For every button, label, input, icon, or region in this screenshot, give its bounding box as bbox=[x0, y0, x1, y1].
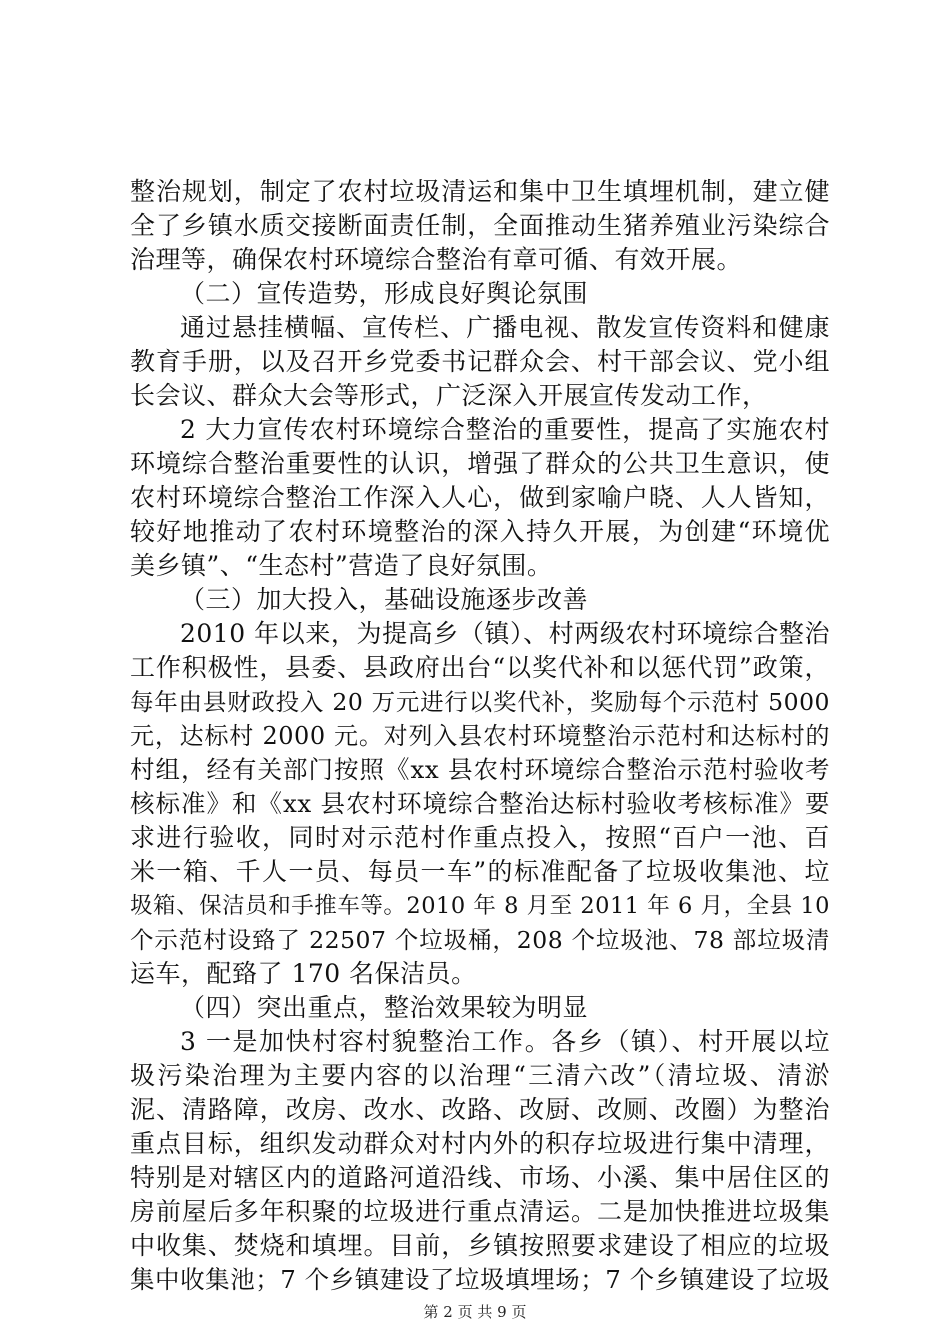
text-line: 个示范村设臵了 22507 个垃圾桶，208 个垃圾池、78 部垃圾清 bbox=[130, 926, 830, 954]
text-line: 工作积极性，县委、县政府出台“以奖代补和以惩代罚”政策， bbox=[130, 653, 830, 682]
text-line: 圾污染治理为主要内容的以治理“三清六改”（清垃圾、清淤 bbox=[130, 1061, 830, 1090]
text-line: 重点目标，组织发动群众对村内外的积存垃圾进行集中清理， bbox=[130, 1129, 830, 1158]
text-line: 运车，配臵了 170 名保洁员。 bbox=[130, 959, 477, 988]
text-line: 较好地推动了农村环境整治的深入持久开展，为创建“环境优 bbox=[130, 517, 830, 546]
text-line: 特别是对辖区内的道路河道沿线、市场、小溪、集中居住区的 bbox=[130, 1163, 830, 1192]
page-footer: 第 2 页 共 9 页 bbox=[423, 1303, 527, 1321]
text-line: 圾箱、保洁员和手推车等。2010 年 8 月至 2011 年 6 月，全县 10 bbox=[130, 893, 830, 919]
text-line: 教育手册，以及召开乡党委书记群众会、村干部会议、党小组 bbox=[130, 347, 830, 376]
text-line: 农村环境综合整治工作深入人心，做到家喻户晓、人人皆知， bbox=[130, 483, 830, 512]
text-line: 2010 年以来，为提高乡（镇）、村两级农村环境综合整治 bbox=[180, 619, 830, 648]
text-line: 核标准》和《xx 县农村环境综合整治达标村验收考核标准》要 bbox=[130, 789, 830, 818]
text-line: 房前屋后多年积聚的垃圾进行重点清运。二是加快推进垃圾集 bbox=[130, 1197, 830, 1226]
body-text bbox=[130, 175, 830, 1297]
text-line: 中收集、焚烧和填埋。目前，乡镇按照要求建设了相应的垃圾 bbox=[130, 1231, 830, 1260]
text-line: 2 大力宣传农村环境综合整治的重要性，提高了实施农村 bbox=[180, 415, 830, 444]
text-line: （三）加大投入，基础设施逐步改善 bbox=[180, 585, 589, 614]
text-line: 美乡镇”、“生态村”营造了良好氛围。 bbox=[130, 551, 553, 580]
text-line: 3 一是加快村容村貌整治工作。各乡（镇）、村开展以垃 bbox=[180, 1027, 830, 1056]
text-line: 集中收集池；7 个乡镇建设了垃圾填埋场；7 个乡镇建设了垃圾 bbox=[130, 1265, 830, 1294]
text-line: 每年由县财政投入 20 万元进行以奖代补，奖励每个示范村 5000 bbox=[130, 688, 830, 716]
text-line: 求进行验收，同时对示范村作重点投入，按照“百户一池、百 bbox=[130, 823, 830, 852]
text-line: 全了乡镇水质交接断面责任制，全面推动生猪养殖业污染综合 bbox=[130, 211, 830, 240]
text-line: 泥、清路障，改房、改水、改路、改厨、改厕、改圈）为整治 bbox=[130, 1095, 830, 1124]
text-line: （二）宣传造势，形成良好舆论氛围 bbox=[180, 279, 589, 308]
text-line: 整治规划，制定了农村垃圾清运和集中卫生填埋机制，建立健 bbox=[130, 177, 830, 206]
text-line: （四）突出重点，整治效果较为明显 bbox=[180, 993, 589, 1022]
text-line: 环境综合整治重要性的认识，增强了群众的公共卫生意识，使 bbox=[130, 449, 830, 478]
text-line: 长会议、群众大会等形式，广泛深入开展宣传发动工作， bbox=[130, 381, 768, 410]
text-line: 通过悬挂横幅、宣传栏、广播电视、散发宣传资料和健康 bbox=[180, 313, 830, 342]
text-line: 米一箱、千人一员、每员一车”的标准配备了垃圾收集池、垃 bbox=[130, 857, 830, 886]
text-line: 治理等，确保农村环境综合整治有章可循、有效开展。 bbox=[130, 245, 743, 274]
text-line: 村组，经有关部门按照《xx 县农村环境综合整治示范村验收考 bbox=[130, 755, 830, 784]
text-line: 元，达标村 2000 元。对列入县农村环境整治示范村和达标村的 bbox=[130, 722, 830, 750]
